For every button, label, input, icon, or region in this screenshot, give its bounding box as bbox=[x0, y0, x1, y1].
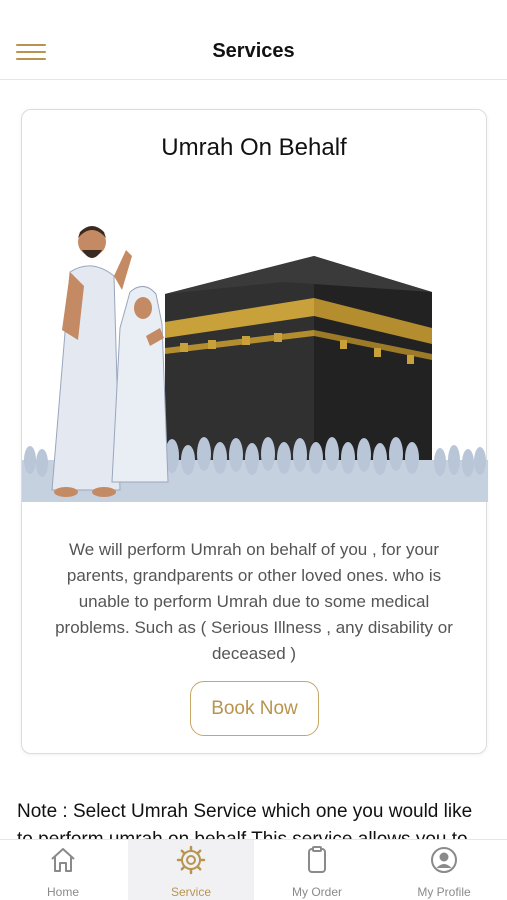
app-header bbox=[0, 0, 507, 80]
service-description: We will perform Umrah on behalf of you , for your parents, grandparents or other loved ones. who is unable to perform Umrah due to some medical problems. Such as ( Serious Illness , any disability or deceased ) bbox=[55, 540, 453, 663]
tab-my-order[interactable] bbox=[254, 840, 380, 900]
clipboard-icon bbox=[302, 845, 332, 875]
tab-home[interactable] bbox=[0, 840, 126, 900]
tab-service[interactable] bbox=[128, 840, 254, 900]
tab-my-order-label: My Order bbox=[291, 885, 342, 899]
tab-service-label: Service bbox=[170, 885, 211, 899]
woman-pilgrim-graphic bbox=[112, 286, 168, 482]
service-card[interactable] bbox=[21, 109, 487, 754]
profile-icon bbox=[429, 845, 459, 875]
book-now-button[interactable]: Book Now bbox=[190, 681, 319, 736]
tab-home-label: Home bbox=[46, 885, 79, 899]
kaaba-pilgrims-illustration bbox=[22, 220, 488, 520]
page-title: Services bbox=[212, 40, 295, 62]
tab-my-profile-label: My Profile bbox=[417, 885, 471, 899]
service-title: Umrah On Behalf bbox=[161, 134, 347, 161]
home-icon bbox=[48, 845, 78, 875]
gear-icon bbox=[176, 845, 206, 875]
tab-my-profile[interactable] bbox=[381, 840, 507, 900]
bottom-tab-bar bbox=[0, 839, 507, 900]
note-line-1: Note : Select Umrah Service which one you would like bbox=[17, 801, 473, 822]
